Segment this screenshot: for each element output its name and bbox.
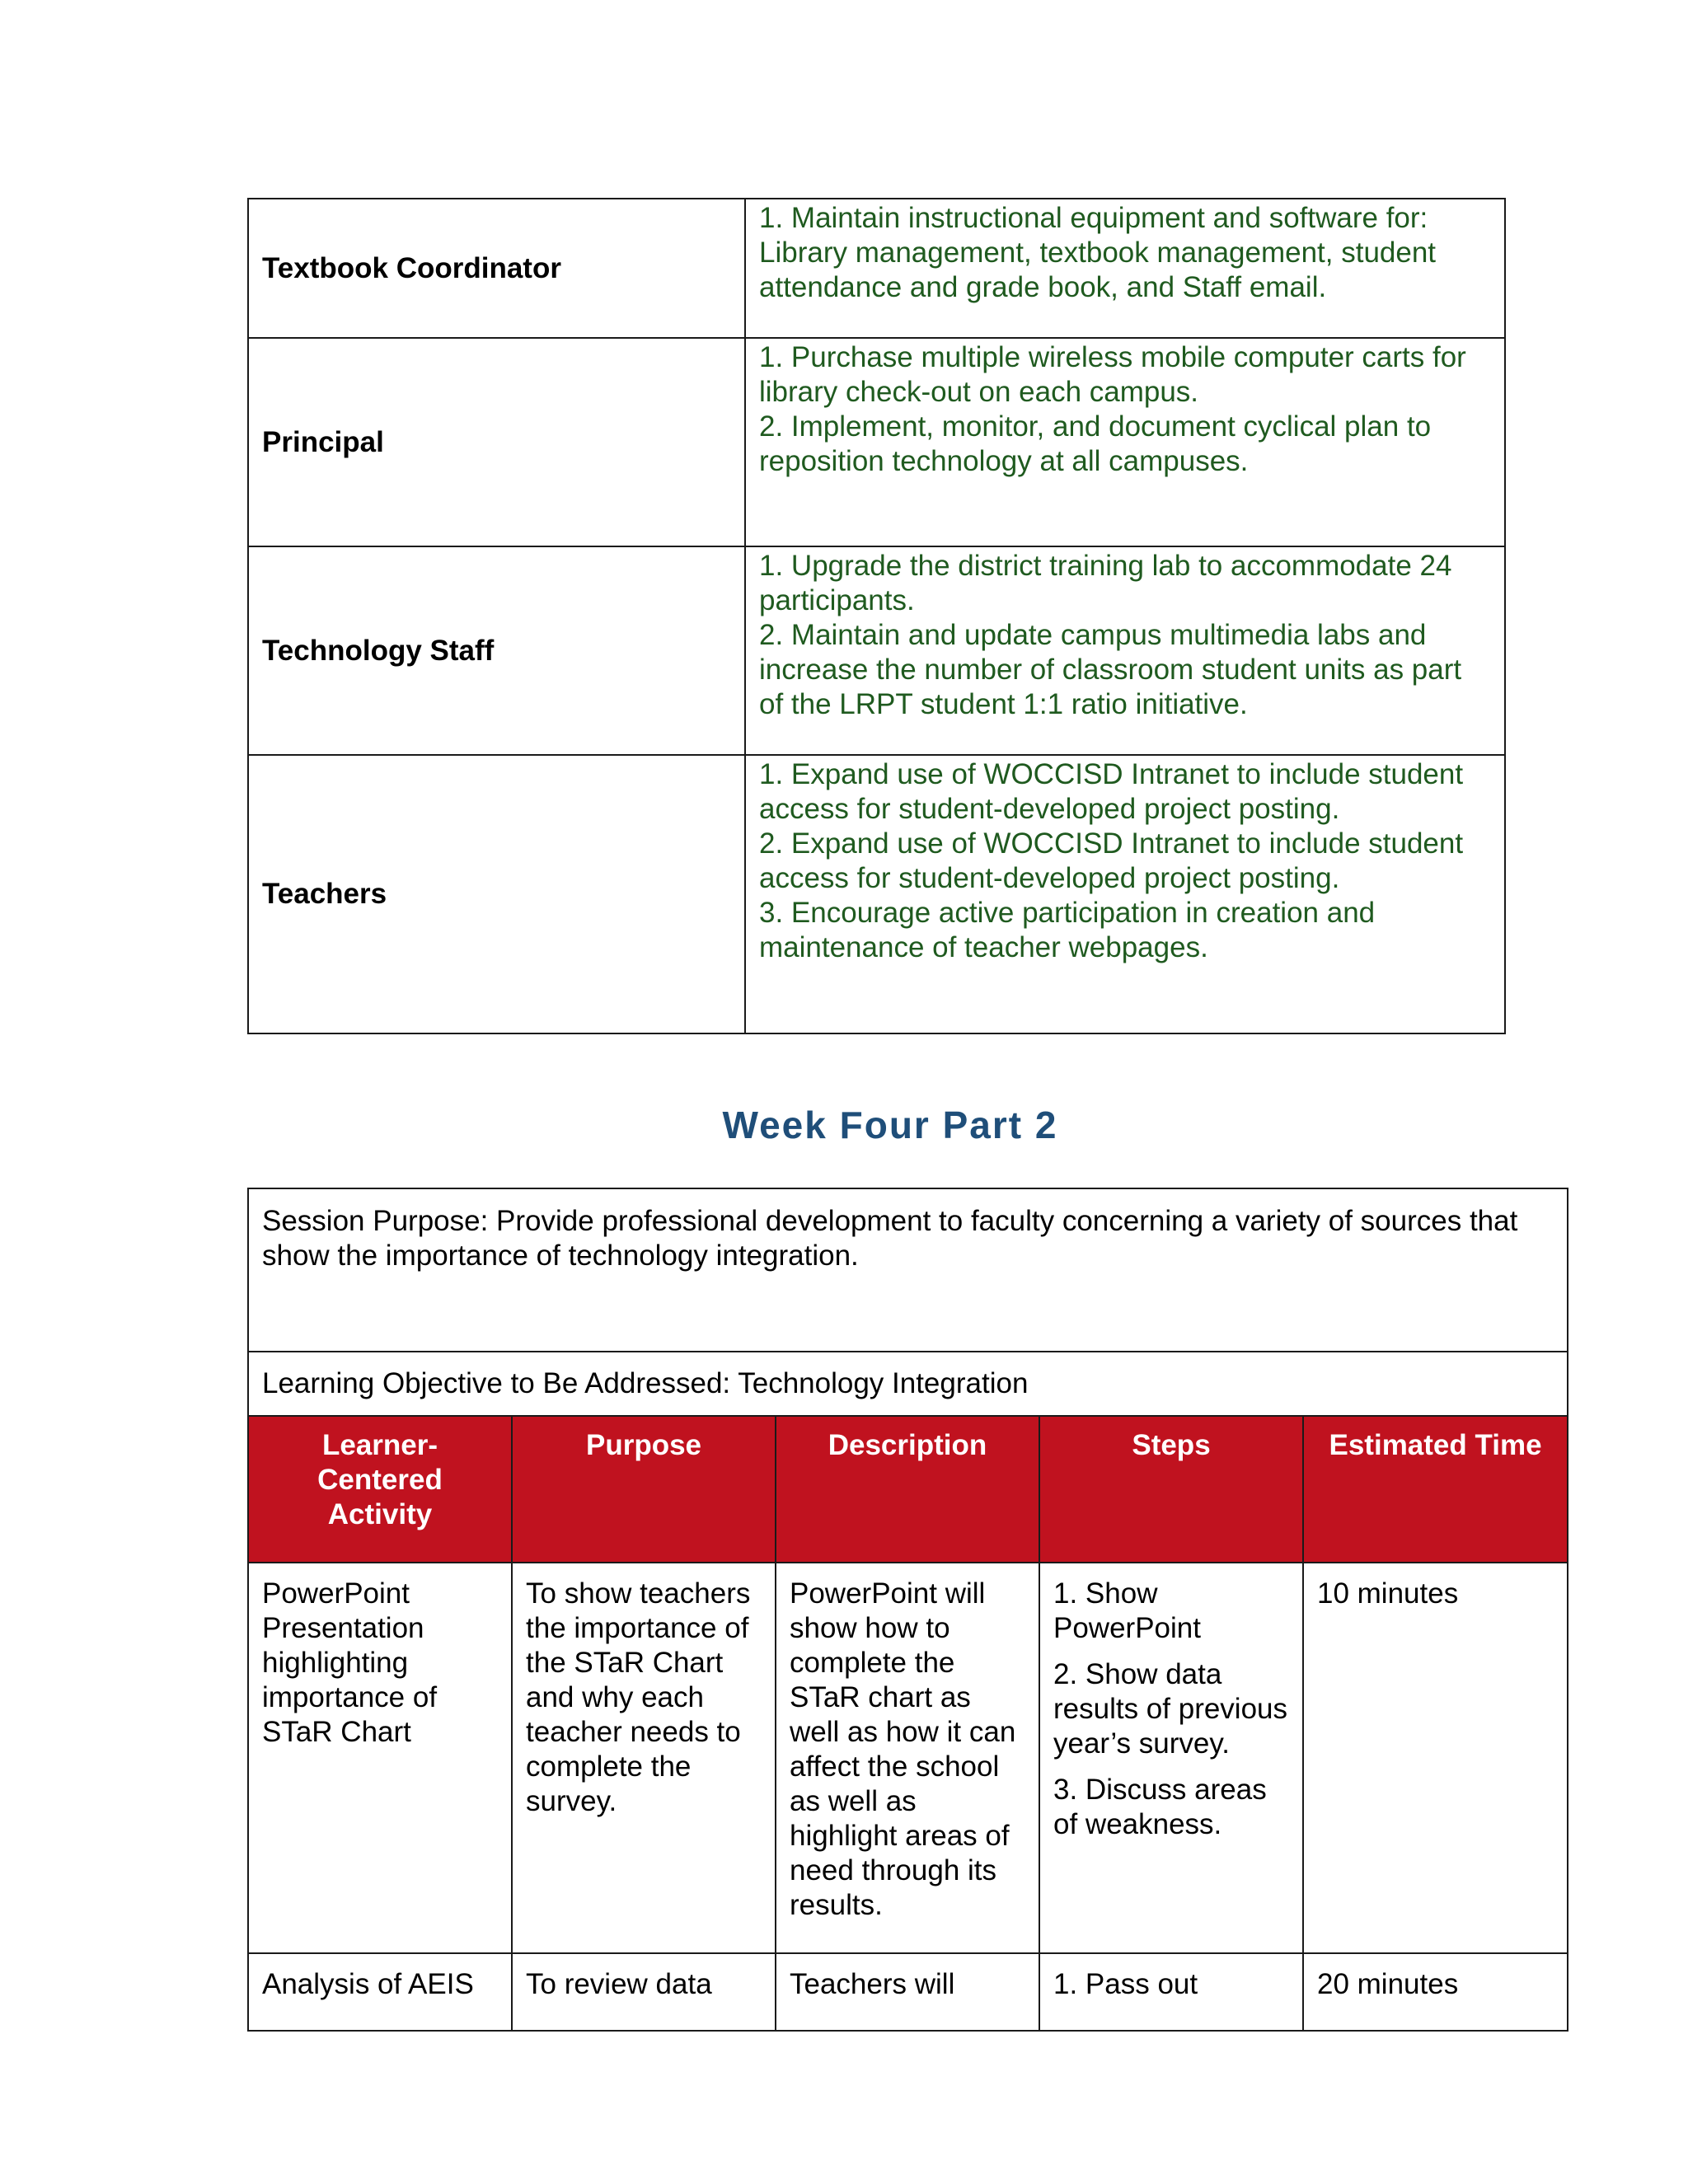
task-item: 2. Expand use of WOCCISD Intranet to include student access for student-developed project posting. (759, 827, 1464, 894)
table-row (248, 546, 1505, 755)
step-item: 1. Pass out (1053, 1968, 1198, 2000)
task-item: 1. Upgrade the district training lab to accommodate 24 participants. (759, 550, 1452, 616)
column-header-purpose: Purpose (512, 1416, 776, 1563)
description-cell: Teachers will (776, 1953, 1039, 2031)
roles-table (247, 198, 1506, 1034)
table-row (248, 1352, 1568, 1416)
tasks-cell (745, 199, 1505, 338)
table-row (248, 338, 1505, 546)
time-cell: 20 minutes (1303, 1953, 1568, 2031)
column-header-activity: Learner-Centered Activity (248, 1416, 512, 1563)
activity-cell: Analysis of AEIS (248, 1953, 512, 2031)
table-header-row (248, 1416, 1568, 1563)
tasks-cell (745, 546, 1505, 755)
purpose-cell: To show teachers the importance of the STaR Chart and why each teacher needs to complete the survey. (512, 1563, 776, 1953)
tasks-cell (745, 338, 1505, 546)
task-item: 2. Implement, monitor, and document cyclical plan to reposition technology at all campuses. (759, 410, 1432, 477)
task-item: 2. Maintain and update campus multimedia labs and increase the number of classroom student units as part of the LRPT student 1:1 ratio initiative. (759, 619, 1462, 720)
column-header-steps: Steps (1039, 1416, 1303, 1563)
step-item: 3. Discuss areas of weakness. (1053, 1774, 1267, 1840)
step-item: 2. Show data results of previous year’s survey. (1053, 1658, 1288, 1760)
table-row (248, 755, 1505, 1033)
purpose-cell: To review data (512, 1953, 776, 2031)
activity-cell: PowerPoint Presentation highlighting importance of STaR Chart (248, 1563, 512, 1953)
time-cell: 10 minutes (1303, 1563, 1568, 1953)
table-row (248, 1188, 1568, 1352)
table-row (248, 1563, 1568, 1953)
role-cell: Textbook Coordinator (248, 199, 745, 338)
role-cell: Technology Staff (248, 546, 745, 755)
learning-objective: Learning Objective to Be Addressed: Technology Integration (248, 1352, 1568, 1416)
column-header-description: Description (776, 1416, 1039, 1563)
task-item: 1. Maintain instructional equipment and software for: Library management, textbook management, student attendance and grade book, and Staff email. (759, 202, 1437, 303)
table-row (248, 1953, 1568, 2031)
session-table (247, 1188, 1568, 2032)
table-row (248, 199, 1505, 338)
steps-cell (1039, 1563, 1303, 1953)
role-cell: Principal (248, 338, 745, 546)
task-item: 3. Encourage active participation in creation and maintenance of teacher webpages. (759, 897, 1376, 963)
step-item: 1. Show PowerPoint (1053, 1577, 1201, 1644)
role-cell: Teachers (248, 755, 745, 1033)
task-item: 1. Purchase multiple wireless mobile computer carts for library check-out on each campus. (759, 341, 1466, 408)
column-header-time: Estimated Time (1303, 1416, 1568, 1563)
steps-cell (1039, 1953, 1303, 2031)
description-cell: PowerPoint will show how to complete the STaR chart as well as how it can affect the school as well as highlight areas of need through its results. (776, 1563, 1039, 1953)
tasks-cell (745, 755, 1505, 1033)
task-item: 1. Expand use of WOCCISD Intranet to include student access for student-developed project posting. (759, 758, 1464, 825)
session-purpose: Session Purpose: Provide professional development to faculty concerning a variety of sources that show the importance of technology integration. (248, 1188, 1568, 1352)
section-heading: Week Four Part 2 (722, 1104, 1058, 1146)
